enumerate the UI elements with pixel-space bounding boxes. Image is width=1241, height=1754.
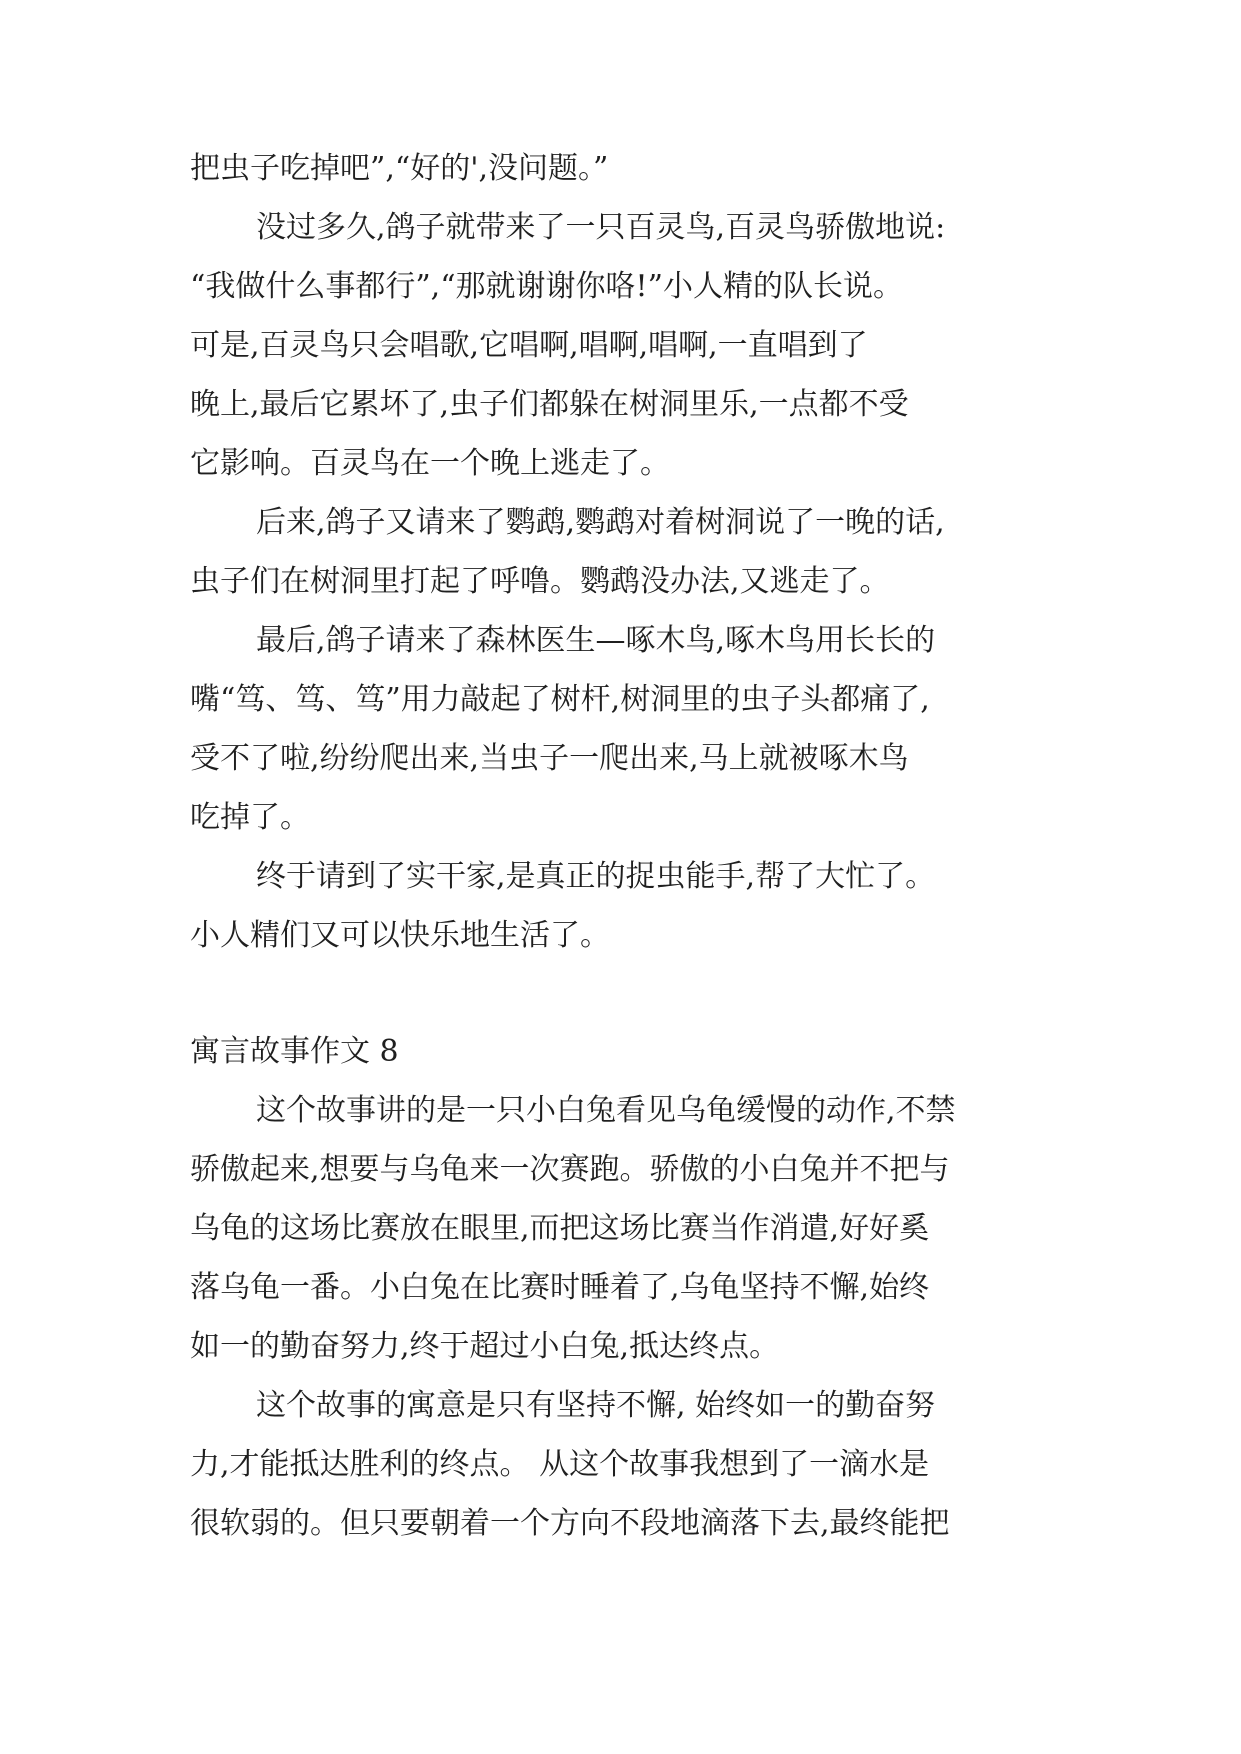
paragraph-first-line: 终于请到了实干家,是真正的捉虫能手,帮了大忙了。 (256, 859, 936, 894)
text-line: 很软弱的。但只要朝着一个方向不段地滴落下去,最终能把 (190, 1506, 950, 1541)
text-line: 吃掉了。 (190, 800, 310, 835)
paragraph-first-line: 这个故事讲的是一只小白兔看见乌龟缓慢的动作,不禁 (256, 1093, 956, 1128)
text-line: 晚上,最后它累坏了,虫子们都躲在树洞里乐,一点都不受 (190, 387, 909, 422)
text-line: 嘴“笃、笃、笃”用力敲起了树杆,树洞里的虫子头都痛了, (190, 682, 930, 717)
paragraph-first-line: 这个故事的寓意是只有坚持不懈, 始终如一的勤奋努 (256, 1388, 936, 1423)
text-line: 受不了啦,纷纷爬出来,当虫子一爬出来,马上就被啄木鸟 (190, 741, 909, 776)
text-line: 落乌龟一番。小白兔在比赛时睡着了,乌龟坚持不懈,始终 (190, 1270, 930, 1305)
paragraph-first-line: 后来,鸽子又请来了鹦鹉,鹦鹉对着树洞说了一晚的话, (256, 505, 945, 540)
text-line: “我做什么事都行”,“那就谢谢你咯!”小人精的队长说。 (190, 269, 903, 304)
text-line: 把虫子吃掉吧”,“好的',没问题。” (190, 151, 609, 186)
text-line: 虫子们在树洞里打起了呼噜。鹦鹉没办法,又逃走了。 (190, 564, 890, 599)
paragraph-first-line: 最后,鸽子请来了森林医生—啄木鸟,啄木鸟用长长的 (256, 623, 936, 658)
text-line: 它影响。百灵鸟在一个晚上逃走了。 (190, 446, 670, 481)
text-line: 可是,百灵鸟只会唱歌,它唱啊,唱啊,唱啊,一直唱到了 (190, 328, 868, 363)
text-line: 乌龟的这场比赛放在眼里,而把这场比赛当作消遣,好好奚 (190, 1211, 930, 1246)
text-line: 小人精们又可以快乐地生活了。 (190, 918, 610, 953)
section-heading: 寓言故事作文 8 (190, 1034, 399, 1069)
text-line: 力,才能抵达胜利的终点。 从这个故事我想到了一滴水是 (190, 1447, 930, 1482)
paragraph-first-line: 没过多久,鸽子就带来了一只百灵鸟,百灵鸟骄傲地说: (256, 210, 946, 245)
text-line: 骄傲起来,想要与乌龟来一次赛跑。骄傲的小白兔并不把与 (190, 1152, 950, 1187)
text-line: 如一的勤奋努力,终于超过小白兔,抵达终点。 (190, 1329, 780, 1364)
